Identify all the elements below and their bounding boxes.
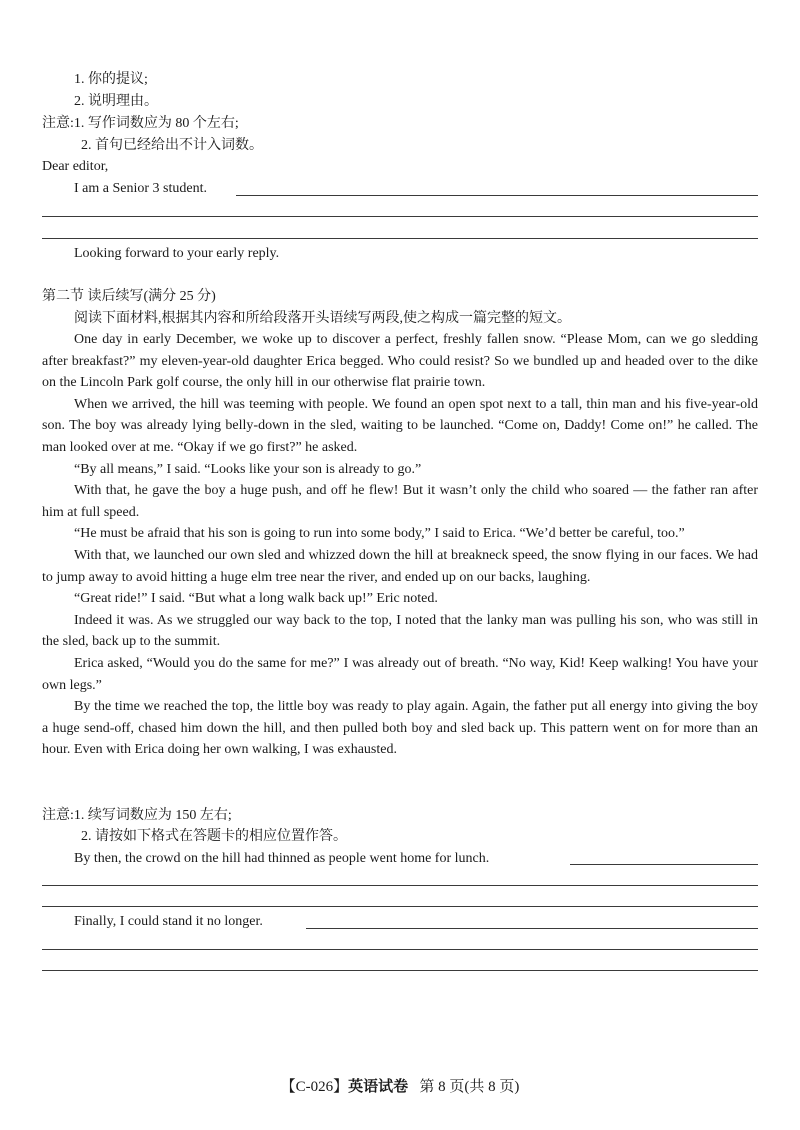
- story-paragraph: “Great ride!” I said. “But what a long walk back up!” Eric noted.: [74, 591, 438, 607]
- story-paragraph: Indeed it was. As we struggled our way back to the top, I noted that the lanky man was pulling his son, who was still in the sled, back up to the summit.: [42, 612, 758, 650]
- story-paragraph: When we arrived, the hill was teeming with people. We found an open spot next to a tall, thin man and his five-year-old son. The boy was already lying belly-down in the sled, waiting to be launched. “Come on, Daddy! Come on!” he called. The man looked over at me. “Okay if we go first?” he asked.: [42, 396, 758, 455]
- section-instruction: 阅读下面材料,根据其内容和所给段落开头语续写两段,使之构成一篇完整的短文。: [74, 311, 571, 326]
- story-paragraph: With that, he gave the boy a huge push, and off he flew! But it wasn’t only the child who soared — the father ran after him at full speed.: [42, 483, 758, 520]
- note-item-1: 1. 续写词数应为 150 左右;: [73, 808, 232, 823]
- page-number: 第 8 页(共 8 页): [419, 1079, 520, 1095]
- story-paragraph: With that, we launched our own sled and whizzed down the hill at breakneck speed, the snow flying in our faces. We had to jump away to avoid hitting a huge elm tree near the river, and ended up on our backs, laughing.: [42, 547, 758, 585]
- paragraph-2-opening: Finally, I could stand it no longer.: [74, 914, 263, 929]
- note-block-2: [42, 806, 232, 826]
- note-item-1: 1. 写作词数应为 80 个左右;: [73, 116, 239, 131]
- note-block-1: [42, 114, 239, 134]
- page-footer: [0, 1075, 800, 1096]
- story-paragraph: Erica asked, “Would you do the same for me?” I was already out of breath. “No way, Kid! Keep walking! You have your own legs.”: [42, 655, 758, 693]
- closing-sentence: Looking forward to your early reply.: [74, 246, 280, 261]
- requirement-item-1: 1. 你的提议;: [74, 72, 148, 87]
- note-item-2: 2. 首句已经给出不计入词数。: [81, 138, 263, 153]
- note-label: 注意:: [42, 808, 74, 823]
- note-item-2: 2. 请按如下格式在答题卡的相应位置作答。: [81, 829, 347, 844]
- requirement-item-2: 2. 说明理由。: [74, 94, 158, 109]
- story-paragraph: “By all means,” I said. “Looks like your son is already to go.”: [74, 461, 422, 477]
- salutation: Dear editor,: [42, 159, 109, 174]
- answer-line: [42, 970, 758, 971]
- story-paragraph: By the time we reached the top, the little boy was ready to play again. Again, the father put all energy into giving the boy a huge send-off, chased him down the hill, and then pulled both boy and sled back up. This pattern went on for more than an hour. Even with Erica doing her own walking, I was exhausted.: [42, 699, 758, 758]
- answer-line: [570, 864, 758, 865]
- answer-line: [42, 216, 758, 217]
- answer-line: [42, 238, 758, 239]
- story-passage: [42, 329, 758, 761]
- answer-line: [42, 885, 758, 886]
- first-sentence: I am a Senior 3 student.: [74, 181, 207, 196]
- answer-line: [306, 928, 758, 929]
- story-paragraph: “He must be afraid that his son is going to run into some body,” I said to Erica. “We’d better be careful, too.”: [74, 526, 685, 542]
- answer-line: [236, 195, 758, 196]
- paper-subject: 英语试卷: [348, 1079, 409, 1095]
- note-label: 注意:: [42, 116, 74, 131]
- section-heading: 第二节 读后续写(满分 25 分): [42, 289, 216, 304]
- story-paragraph: One day in early December, we woke up to discover a perfect, freshly fallen snow. “Please Mom, can we go sledding after breakfast?” my eleven-year-old daughter Erica begged. Who could resist? So we bundled up and headed over to the dike on the Lincoln Park golf course, the only hill in our otherwise flat prairie town.: [42, 332, 758, 391]
- answer-line: [42, 949, 758, 950]
- answer-line: [42, 906, 758, 907]
- paper-code: 【C-026】: [280, 1079, 349, 1095]
- paragraph-1-opening: By then, the crowd on the hill had thinned as people went home for lunch.: [74, 851, 490, 866]
